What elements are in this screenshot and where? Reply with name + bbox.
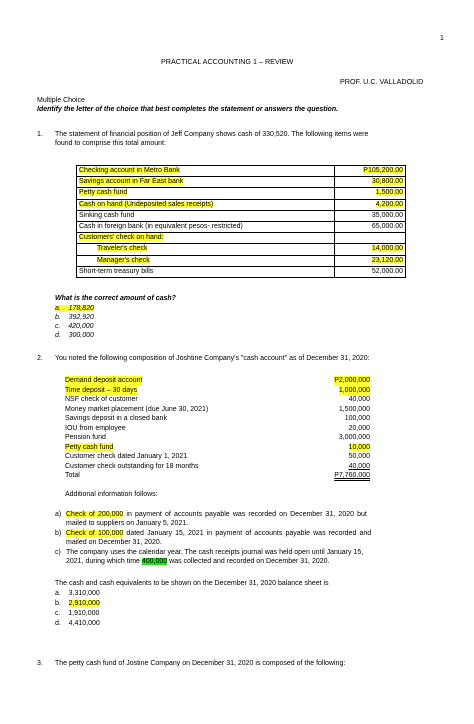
list-item: NSF check of customer 40,000: [65, 396, 370, 403]
cell-value: 1,500.00: [335, 188, 406, 199]
list-item: Demand deposit account P2,000,000: [65, 377, 370, 384]
q1-question: What is the correct amount of cash?: [55, 295, 176, 302]
q2-info-c-line1: The company uses the calendar year. The cash receipts journal was held open until January 15,: [66, 549, 364, 556]
cell-value: 23,120.00: [335, 255, 406, 266]
list-item: Customer check dated January 1, 2021 50,000: [65, 453, 370, 460]
q2-info-a-letter: a): [55, 511, 62, 518]
cell-label: Petty cash fund: [77, 188, 335, 199]
cell-value: 52,000.00: [335, 266, 406, 277]
q1-choice-d: d. 300,000: [55, 332, 94, 339]
cell-label: Manager's check: [77, 255, 335, 266]
table-row: [77, 233, 406, 244]
table-row: [77, 166, 406, 177]
q2-question: The cash and cash equivalents to be shown on the December 31, 2020 balance sheet is: [55, 580, 329, 587]
q2-info-b-line2: mailed on December 31, 2020.: [66, 539, 162, 546]
table-row: [77, 244, 406, 255]
cell-label: Checking account in Metro Bank: [77, 166, 335, 177]
cell-label: Short-term treasury bills: [77, 266, 335, 277]
q1-number: 1.: [37, 131, 43, 138]
cell-value: 4,200.00: [335, 199, 406, 210]
cell-label: Cash on hand (Undeposited sales receipts): [77, 199, 335, 210]
q2-info-b-letter: b): [55, 530, 62, 537]
list-item: IOU from employee 20,000: [65, 424, 370, 432]
document-title: PRACTICAL ACCOUNTING 1 – REVIEW: [161, 57, 294, 66]
table-row: [77, 210, 406, 221]
page-number: 1: [440, 35, 444, 42]
q2-choice-b: b. 2,910,000: [55, 600, 100, 607]
instructions: Identify the letter of the choice that best completes the statement or answers the question.: [37, 106, 339, 113]
q2-info-b-line1: Check of 100,000 dated January 15, 2021 in payment of accounts payable was recorded and: [66, 530, 372, 537]
q2-number: 2.: [37, 355, 43, 362]
table-row: [77, 221, 406, 232]
cell-value: 30,800.00: [335, 177, 406, 188]
table-row: [77, 255, 406, 266]
list-item-total: Total P7,760,000: [65, 472, 370, 479]
table-row: [77, 266, 406, 277]
q2-additional-heading: Additional information follows:: [65, 491, 158, 498]
q2-choice-a: a. 3,310,000: [55, 590, 100, 597]
cell-label: Traveler's check: [77, 244, 335, 255]
q2-choice-d: d. 4,410,000: [55, 620, 100, 627]
q1-cash-items-table: [76, 165, 406, 278]
q1-choice-a: a. 178,820: [55, 305, 94, 312]
table-row: [77, 199, 406, 210]
q1-choice-b: b. 392,920: [55, 314, 94, 321]
table-row: [77, 177, 406, 188]
q2-info-c-letter: c): [55, 549, 61, 556]
cell-label: Savings account in Far East bank: [77, 177, 335, 188]
q3-number: 3.: [37, 660, 43, 667]
q2-choice-c: c. 1,910,000: [55, 610, 100, 617]
cell-label: Cash in foreign bank (in equivalent pesos- restricted): [77, 221, 335, 232]
cell-value: 14,000.00: [335, 244, 406, 255]
q1-stem-line2: found to comprise this total amount:: [55, 140, 166, 147]
q2-info-c-line2: 2021, during which time 400,000 was collected and recorded on December 31, 2020.: [66, 558, 330, 565]
author-name: PROF. U.C. VALLADOLID: [340, 77, 424, 86]
table-row: [77, 188, 406, 199]
cell-value: [335, 233, 406, 244]
list-item: Pension fund 3,000,000: [65, 434, 370, 441]
list-item: Time deposit – 30 days 1,000,000: [65, 386, 370, 394]
list-item: Savings deposit in a closed bank 100,000: [65, 415, 370, 422]
q2-stem: You noted the following composition of Joshtine Company's "cash account" as of December 31, 2020:: [55, 355, 370, 362]
q2-info-a-line1: Check of 200,000 in payment of accounts payable was recorded on December 31, 2020 but: [66, 511, 367, 518]
cell-value: P105,200.00: [335, 166, 406, 177]
q2-info-a-line2: mailed to suppliers on January 5, 2021.: [66, 520, 189, 527]
cell-value: 65,000.00: [335, 221, 406, 232]
cell-label: Sinking cash fund: [77, 210, 335, 221]
q3-stem: The petty cash fund of Jostine Company on December 31, 2020 is composed of the following:: [55, 660, 346, 667]
q1-stem-line1: The statement of financial position of Jeff Company shows cash of 330,520. The following items were: [55, 131, 369, 138]
cell-label: Customers' check on hand:: [77, 233, 335, 244]
list-item: Customer check outstanding for 18 months 40,000: [65, 462, 370, 470]
list-item: Petty cash fund 10,000: [65, 443, 370, 451]
section-heading: Multiple Choice: [37, 97, 85, 104]
list-item: Money market placement (due June 30, 2021) 1,500,000: [65, 405, 370, 413]
cell-value: 35,000.00: [335, 210, 406, 221]
q1-choice-c: c. 420,000: [55, 323, 94, 330]
